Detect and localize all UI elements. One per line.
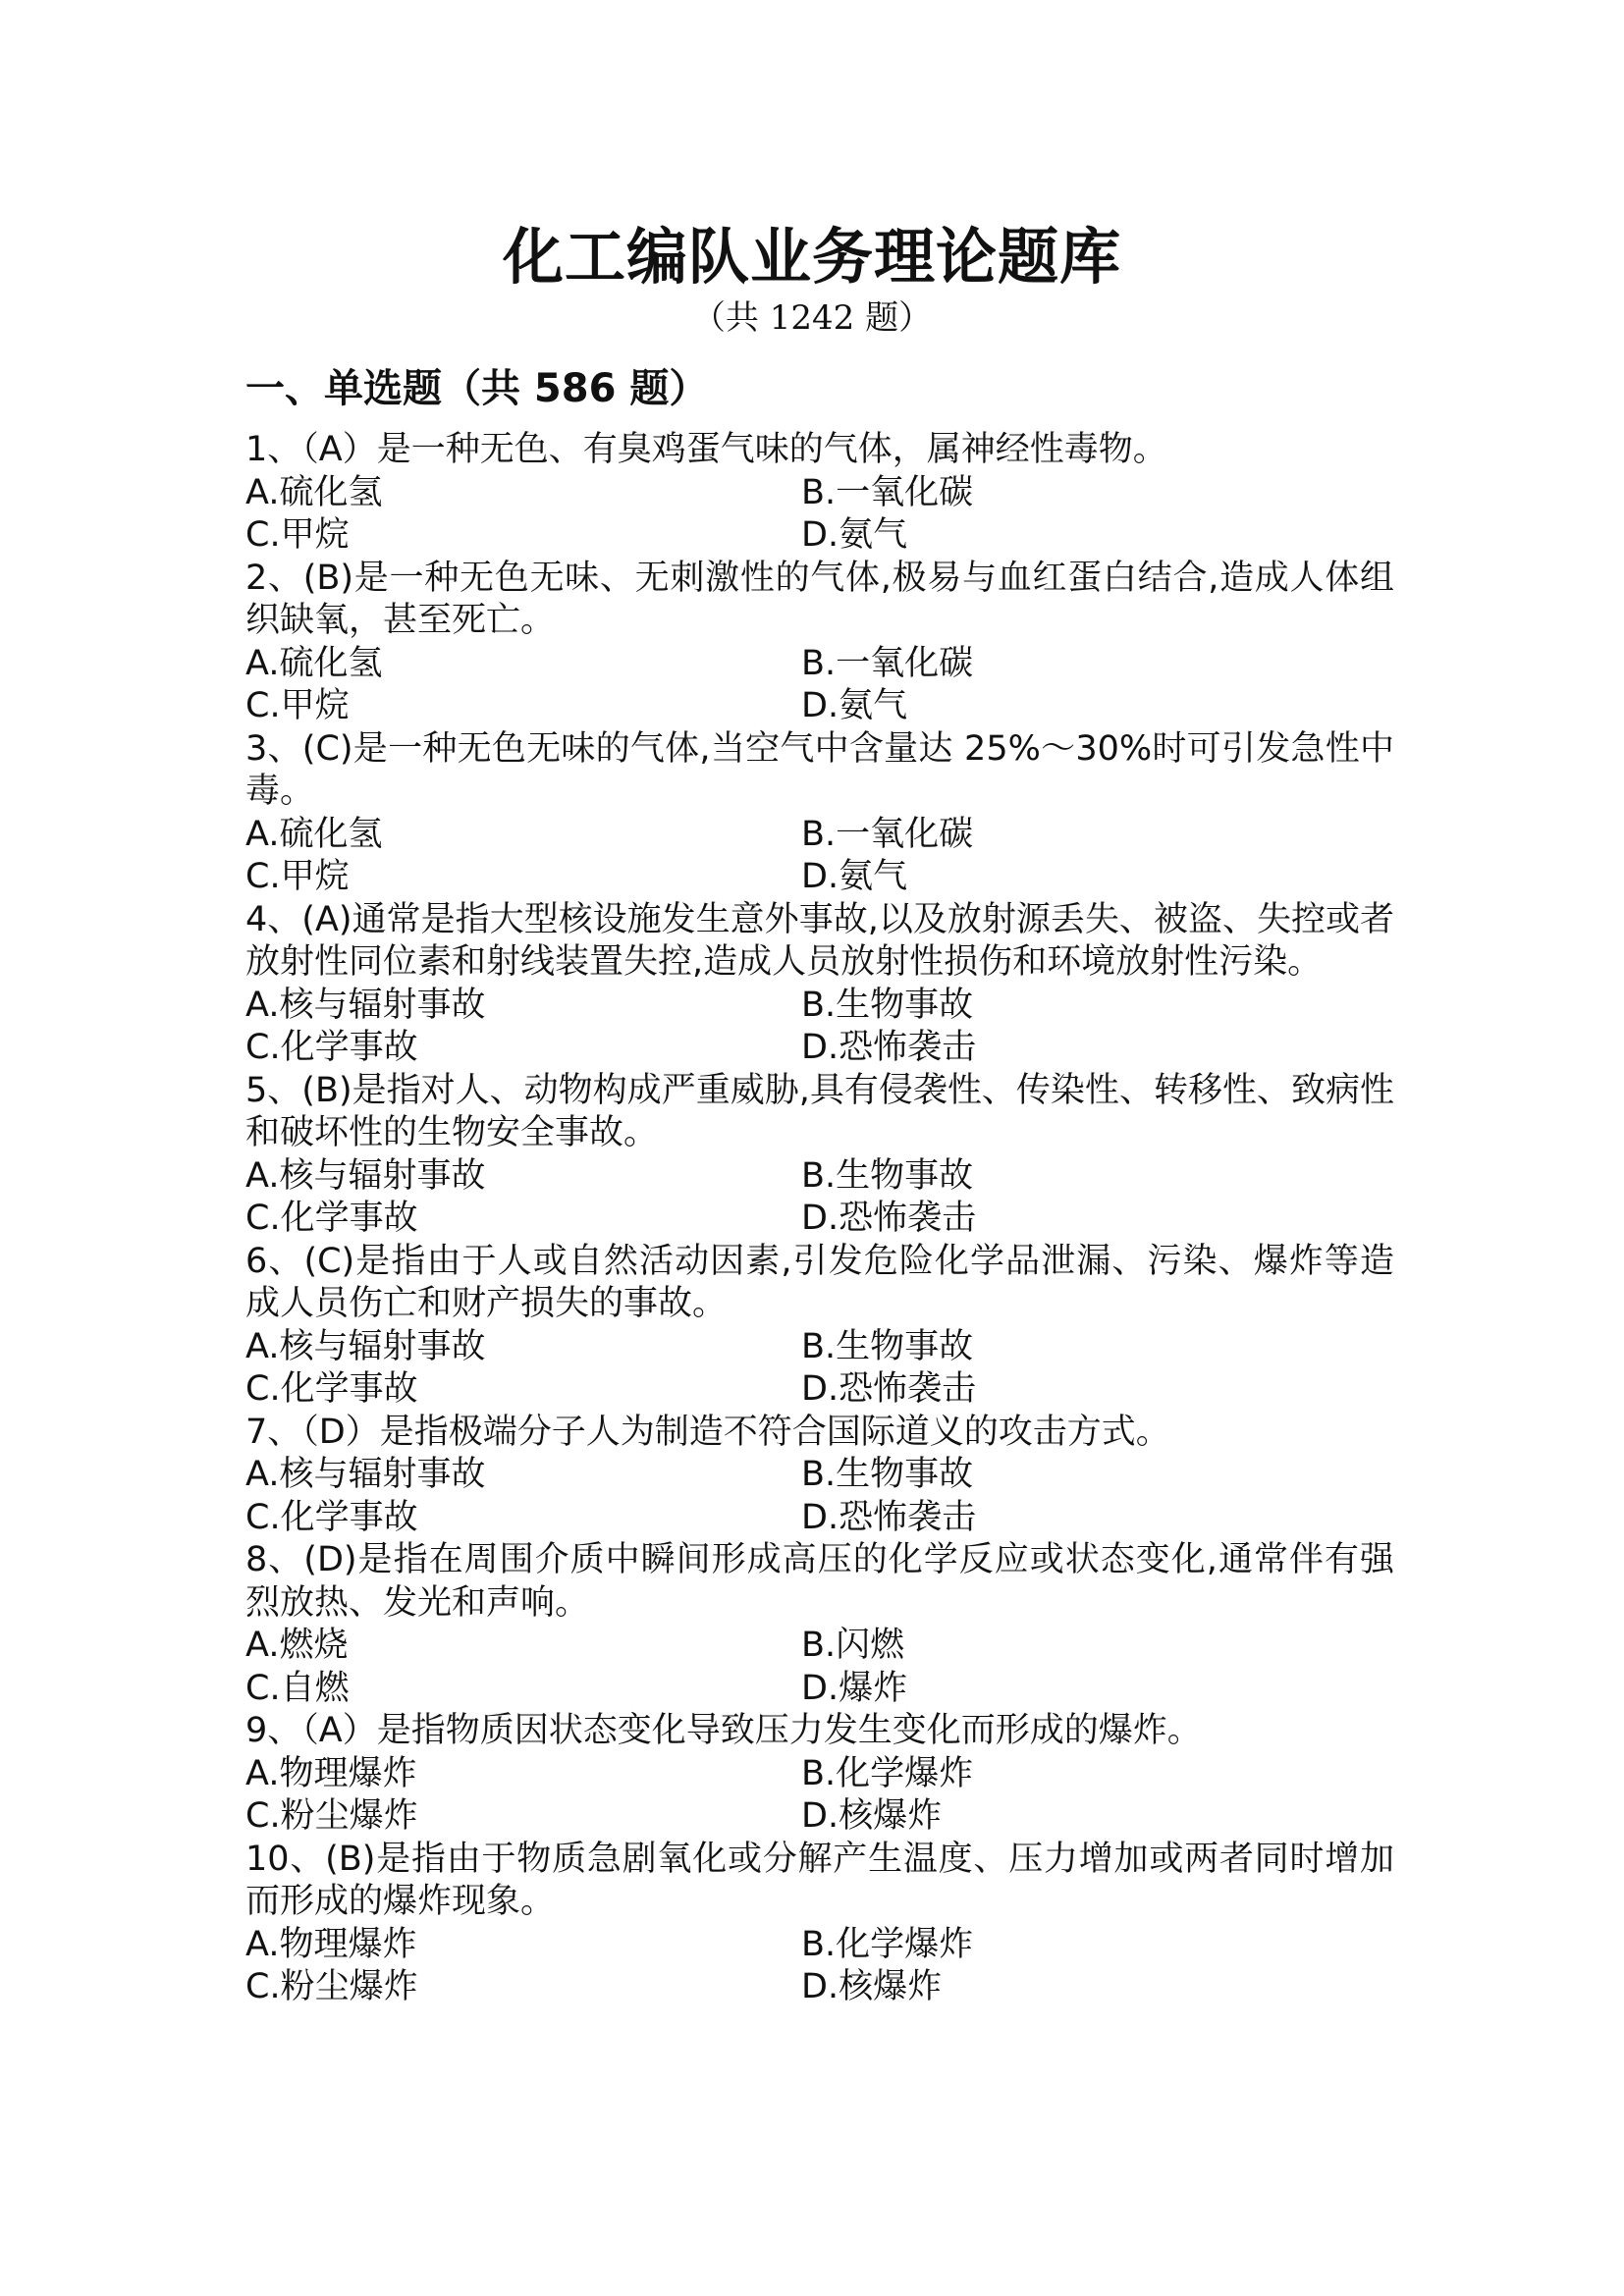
question-stem: 2、(B)是一种无色无味、无刺激性的气体,极易与血红蛋白结合,造成人体组织缺氧，甚至死亡。 <box>245 558 1394 640</box>
answer-option: A.核与辐射事故 <box>245 985 486 1025</box>
answer-option: A.硫化氢 <box>245 643 383 683</box>
answer-option: C.甲烷 <box>245 686 350 725</box>
question-stem: 8、(D)是指在周围介质中瞬间形成高压的化学反应或状态变化,通常伴有强烈放热、发光和声响。 <box>245 1540 1394 1623</box>
document-subtitle: （共 1242 题） <box>691 298 933 338</box>
question-stem: 7、（D）是指极端分子人为制造不符合国际道义的攻击方式。 <box>245 1412 1170 1452</box>
question-item <box>245 1839 1394 2009</box>
answer-option: D.恐怖袭击 <box>801 1497 977 1537</box>
question-stem: 4、(A)通常是指大型核设施发生意外事故,以及放射源丢失、被盗、失控或者放射性同位素和射线装置失控,造成人员放射性损伤和环境放射性污染。 <box>245 899 1394 982</box>
option-grid <box>245 1924 1394 2009</box>
option-grid <box>245 1753 1394 1839</box>
question-item <box>245 1539 1394 1710</box>
answer-option: A.硫化氢 <box>245 814 383 854</box>
question-item <box>245 1070 1394 1241</box>
answer-option: A.核与辐射事故 <box>245 1455 486 1494</box>
answer-option: A.燃烧 <box>245 1626 349 1665</box>
answer-option: D.核爆炸 <box>801 1967 943 2006</box>
question-list <box>245 429 1394 2009</box>
answer-option: B.化学爆炸 <box>801 1924 974 1964</box>
question-item <box>245 429 1394 558</box>
question-stem: 10、(B)是指由于物质急剧氧化或分解产生温度、压力增加或两者同时增加而形成的爆炸现象。 <box>245 1839 1394 1921</box>
answer-option: B.一氧化碳 <box>801 814 974 854</box>
answer-option: C.甲烷 <box>245 857 350 896</box>
option-grid <box>245 985 1394 1070</box>
question-item <box>245 728 1394 899</box>
answer-option: B.生物事故 <box>801 1326 974 1366</box>
answer-option: B.生物事故 <box>801 985 974 1025</box>
answer-option: B.一氧化碳 <box>801 472 974 512</box>
answer-option: B.闪燃 <box>801 1626 905 1665</box>
question-item <box>245 1710 1394 1839</box>
option-grid <box>245 1625 1394 1710</box>
question-item <box>245 1241 1394 1412</box>
answer-option: A.硫化氢 <box>245 472 383 512</box>
question-stem: 3、(C)是一种无色无味的气体,当空气中含量达 25%～30%时可引发急性中毒。 <box>245 728 1394 811</box>
answer-option: C.化学事故 <box>245 1028 418 1067</box>
answer-option: C.粉尘爆炸 <box>245 1796 418 1836</box>
option-grid <box>245 1326 1394 1412</box>
answer-option: C.自燃 <box>245 1668 350 1708</box>
document-title: 化工编队业务理论题库 <box>502 221 1121 293</box>
answer-option: D.氨气 <box>801 686 908 725</box>
answer-option: D.恐怖袭击 <box>801 1199 977 1238</box>
question-item <box>245 558 1394 728</box>
question-stem: 9、（A）是指物质因状态变化导致压力发生变化而形成的爆炸。 <box>245 1711 1202 1750</box>
answer-option: A.核与辐射事故 <box>245 1155 486 1196</box>
answer-option: D.恐怖袭击 <box>801 1028 977 1067</box>
answer-option: A.物理爆炸 <box>245 1753 417 1793</box>
section-heading: 一、单选题（共 586 题） <box>245 366 709 411</box>
answer-option: B.生物事故 <box>801 1455 974 1494</box>
answer-option: D.氨气 <box>801 857 908 896</box>
answer-option: A.物理爆炸 <box>245 1924 417 1964</box>
answer-option: D.恐怖袭击 <box>801 1369 977 1409</box>
answer-option: C.化学事故 <box>245 1369 418 1409</box>
question-stem: 6、(C)是指由于人或自然活动因素,引发危险化学品泄漏、污染、爆炸等造成人员伤亡和财产损失的事故。 <box>245 1241 1394 1323</box>
option-grid <box>245 472 1394 558</box>
question-item <box>245 899 1394 1070</box>
question-stem: 1、（A）是一种无色、有臭鸡蛋气味的气体，属神经性毒物。 <box>245 430 1167 469</box>
question-item <box>245 1412 1394 1540</box>
question-stem: 5、(B)是指对人、动物构成严重威胁,具有侵袭性、传染性、转移性、致病性和破坏性的生物安全事故。 <box>245 1070 1394 1152</box>
option-grid <box>245 1454 1394 1539</box>
answer-option: A.核与辐射事故 <box>245 1326 486 1366</box>
answer-option: C.化学事故 <box>245 1199 418 1238</box>
answer-option: B.化学爆炸 <box>801 1753 974 1793</box>
answer-option: B.生物事故 <box>801 1155 974 1196</box>
answer-option: C.化学事故 <box>245 1497 418 1537</box>
answer-option: C.甲烷 <box>245 515 350 555</box>
option-grid <box>245 1155 1394 1241</box>
answer-option: C.粉尘爆炸 <box>245 1967 418 2006</box>
answer-option: B.一氧化碳 <box>801 643 974 683</box>
answer-option: D.爆炸 <box>801 1668 908 1708</box>
option-grid <box>245 814 1394 899</box>
answer-option: D.氨气 <box>801 515 908 555</box>
answer-option: D.核爆炸 <box>801 1796 943 1836</box>
option-grid <box>245 643 1394 728</box>
